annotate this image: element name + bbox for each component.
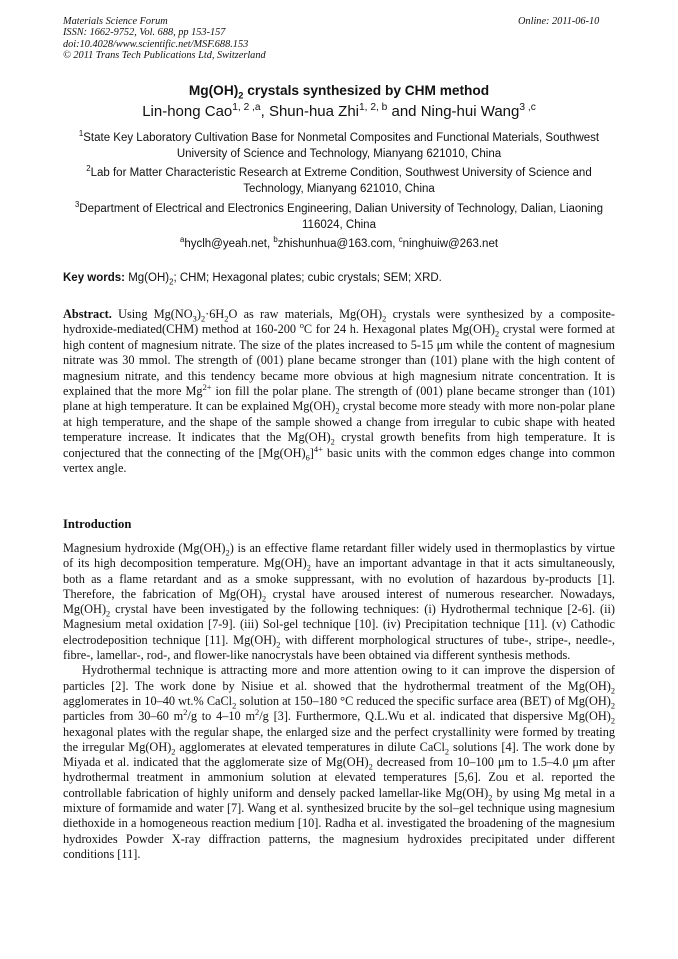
text-run: Hydrothermal technique is attracting more and more attention owing to it can improve the dispersion of particles [2]. The work done by Nisiue et al. showed that the hydrothermal treatment of the Mg(OH) [63, 663, 615, 693]
subscript: 2 [335, 406, 340, 416]
subscript: 2 [368, 762, 373, 772]
text-run: hexagonal plates with the regular shape, the enlarged size and the perfect crystallinity were formed by treating the irregular Mg(OH) [63, 724, 615, 754]
text-run: ] [309, 445, 314, 460]
affiliation-number: 3 [74, 200, 80, 210]
affiliation-2 [70, 166, 608, 197]
author-separator: and [387, 103, 421, 120]
affiliation-1 [70, 131, 608, 162]
introduction-body [63, 541, 615, 862]
email-marker: a [179, 235, 185, 245]
email-address[interactable]: zhishunhua@163.com, [277, 238, 399, 250]
text-run: decreased from 10–100 μm to 1.5–4.0 μm after hydrothermal treatment in ammonium solution at elevated temperatures [5,6]. Zou et al. reported the controllable fabrication of highly uniform and densely packed lamellar-like Mg(OH) [63, 755, 615, 800]
paper-title [0, 83, 678, 101]
author-affil: 1, 2, b [359, 102, 388, 113]
superscript: o [299, 321, 304, 331]
subscript: 2 [306, 563, 311, 573]
author-name: Ning-hui Wang [420, 103, 520, 120]
online-date: Online: 2011-06-10 [518, 16, 600, 27]
text-run: agglomerates in 10–40 wt.% CaCl [63, 693, 233, 708]
affiliation-3 [70, 202, 608, 233]
keywords-line [63, 272, 442, 287]
subscript: 2 [488, 793, 493, 803]
subscript: 6 [305, 453, 310, 463]
subscript: 2 [200, 314, 206, 324]
abstract-paragraph [63, 307, 615, 476]
issn-line: ISSN: 1662-9752, Vol. 688, pp 153-157 [63, 27, 226, 39]
author-affil: 1, 2 ,a [232, 102, 261, 113]
text-run: /g to 4–10 m [187, 709, 256, 724]
subscript: 2 [261, 594, 267, 604]
subscript: 2 [106, 609, 111, 619]
subscript: 2 [444, 747, 450, 757]
affiliation-text: Department of Electrical and Electronics Engineering, Dalian University of Technology, Dalian, Liaoning 116024, China [79, 203, 604, 231]
author-name: Lin-hong Cao [142, 103, 233, 120]
text-run: have an important advantage in that it acts simultaneously, both as a flame retardant and as a smoke suppressant, with no evolution of hazardous by-products [1]. Therefore, the fabrication of Mg(OH) [63, 556, 615, 601]
subscript: 2 [224, 314, 229, 324]
abstract-label: Abstract. [63, 307, 112, 321]
journal-header [63, 16, 266, 61]
affiliation-text: State Key Laboratory Cultivation Base for Nonmetal Composites and Functional Materials, Southwest University of Science and Technology, Mianyang 621010, China [83, 132, 600, 160]
text-run: ) [196, 307, 201, 321]
text-run: crystal have been investigated by the following techniques: (i) Hydrothermal technique [2-6]. (ii) Magnesium metal oxidation [7-9]. (iii) Sol-gel technique [10]. (iv) Precipitation technique [11]. (v) Cathodic electrodeposition technique [11]. Mg(OH) [63, 602, 615, 647]
text-run: crystal growth benefits from high temperature. It is conjectured that the connecting of the [Mg(OH) [63, 430, 615, 460]
title-text: Mg(OH) [188, 83, 239, 98]
subscript: 2 [225, 548, 230, 558]
section-heading-introduction: Introduction [63, 517, 132, 531]
text-run: basic units with the common edges change into common vertex angle. [63, 445, 616, 476]
affiliation-number: 2 [86, 164, 91, 174]
text-run: crystal were formed at high content of magnesium nitrate. The size of the plates increased to 5-15 μm while the content of magnesium nitrate was 30 mmol. The strength of (001) plane became stronger than (101) plane with the high content of magnesium nitrate, and this tendency became more obvious at high magnesium nitrate concentration. It is explained that the more Mg [63, 322, 615, 399]
author-affil: 3 ,c [519, 102, 536, 113]
title-text-rest: crystals synthesized by CHM method [243, 83, 490, 98]
subscript: 2 [610, 686, 615, 696]
subscript: 2 [171, 747, 176, 757]
text-run: ·6H [205, 307, 225, 321]
subscript: 2 [382, 314, 387, 324]
keywords-label: Key words: [63, 272, 125, 284]
text-run: Using Mg(NO [111, 307, 193, 321]
superscript: 2 [183, 708, 188, 718]
text-run: solutions [4]. The work done by Miyada et al. indicated that the agglomerate size of Mg(OH) [63, 739, 616, 770]
journal-name: Materials Science Forum [63, 16, 168, 27]
authors-line [0, 103, 678, 120]
doi-line: doi:10.4028/www.scientific.net/MSF.688.153 [63, 38, 249, 50]
superscript: 2 [255, 708, 260, 718]
subscript: 3 [192, 314, 197, 324]
text-run: /g [3]. Furthermore, Q.L.Wu et al. indicated that dispersive Mg(OH) [259, 709, 611, 724]
keywords-subscript: 2 [169, 277, 174, 287]
title-subscript: 2 [238, 90, 244, 101]
text-run: with different morphological structures of tube-, stripe-, needle-, fibre-, lamellar-, rod-, and flower-like nanocrystals have been obtained via different synthesis methods. [63, 632, 615, 663]
intro-paragraph-1 [63, 541, 615, 663]
text-run: crystals were synthesized by a composite-hydroxide-mediated(CHM) method at 160-200 [63, 307, 616, 337]
intro-paragraph-2 [63, 663, 615, 862]
subscript: 2 [495, 329, 500, 339]
text-run: agglomerates at elevated temperatures in dilute CaCl [175, 739, 445, 754]
subscript: 2 [232, 701, 237, 711]
text-run: O as raw materials, Mg(OH) [228, 307, 383, 321]
subscript: 2 [610, 701, 615, 711]
text-run: Magnesium hydroxide (Mg(OH) [63, 541, 226, 555]
email-address[interactable]: ninghuiw@263.net [402, 238, 499, 250]
subscript: 2 [330, 437, 335, 447]
text-run: ion fill the polar plane. The strength of (001) plane became stronger than (101) plane at high temperature. It can be explained Mg(OH) [63, 384, 615, 414]
text-run: ) is an effective flame retardant filler widely used in thermoplastics by virtue of its high decomposition temperature. Mg(OH) [63, 541, 615, 571]
text-run: particles from 30–60 m [63, 709, 184, 724]
superscript: 4+ [313, 444, 323, 454]
email-address[interactable]: hyclh@yeah.net, [184, 238, 274, 250]
copyright-line: © 2011 Trans Tech Publications Ltd, Switzerland [63, 49, 266, 61]
email-marker: c [398, 235, 403, 245]
email-marker: b [273, 235, 278, 245]
affiliation-number: 1 [78, 129, 84, 139]
email-line [0, 235, 678, 250]
keywords-text-rest: ; CHM; Hexagonal plates; cubic crystals; SEM; XRD. [173, 272, 442, 284]
text-run: by using Mg metal in a mixture of formamide and water [7]. Wang et al. synthesized brucite by the sol–gel technique using magnesium diethoxide in a homogeneous reaction medium [10]. Radha et al. investigated the broadening of the magnesium hydroxides Powder X-ray diffraction patterns, the magnesium hydroxides precipitated under different conditions [11]. [63, 785, 616, 861]
author-separator: , [260, 103, 269, 120]
subscript: 2 [610, 716, 616, 726]
affiliation-text: Lab for Matter Characteristic Research at Extreme Condition, Southwest University of Science and Technology, Mianyang 621010, China [90, 167, 592, 195]
text-run: crystal have aroused interest of numerous researcher. Nowadays, Mg(OH) [63, 586, 615, 617]
superscript: 2+ [202, 382, 212, 392]
subscript: 2 [276, 640, 281, 650]
abstract-body [63, 307, 615, 475]
text-run: crystal become more steady with more non-polar plane at high temperature, and the shape of the sample showed a change from irregular to cubic shape with heated temperature increase. It indicates that the Mg(OH) [63, 399, 615, 445]
text-run: C for 24 h. Hexagonal plates Mg(OH) [303, 322, 496, 337]
text-run: solution at 150–180 °C reduced the specific surface area (BET) of Mg(OH) [236, 693, 611, 708]
keywords-text: Mg(OH) [125, 272, 170, 284]
author-name: Shun-hua Zhi [268, 103, 359, 120]
